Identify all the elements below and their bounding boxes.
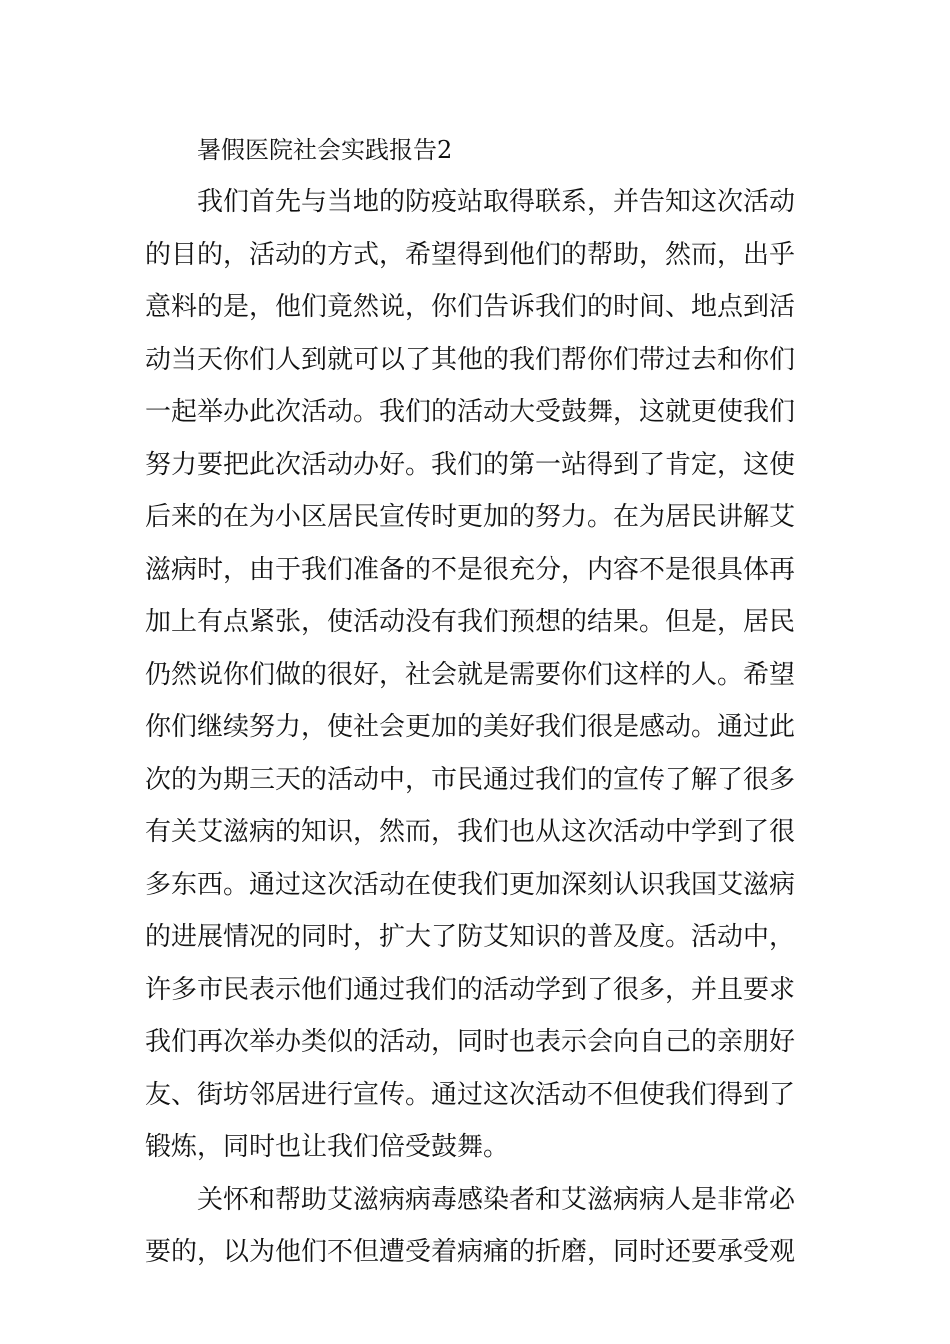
text-line: 一起举办此次活动。我们的活动大受鼓舞，这就更使我们 xyxy=(145,397,796,427)
document-title: 暑假医院社会实践报告2 xyxy=(197,136,453,164)
text-line: 我们首先与当地的防疫站取得联系，并告知这次活动 xyxy=(197,187,796,217)
paragraph-2 xyxy=(145,1174,805,1279)
text-line: 许多市民表示他们通过我们的活动学到了很多，并且要求 xyxy=(145,974,796,1005)
text-line: 意料的是，他们竟然说，你们告诉我们的时间、地点到活 xyxy=(145,292,796,322)
text-line: 多东西。通过这次活动在使我们更加深刻认识我国艾滋病 xyxy=(145,869,796,900)
text-line: 关怀和帮助艾滋病病毒感染者和艾滋病病人是非常必 xyxy=(197,1184,796,1215)
text-line: 的进展情况的同时，扩大了防艾知识的普及度。活动中， xyxy=(145,922,796,952)
text-line: 要的，以为他们不但遭受着病痛的折磨，同时还要承受观 xyxy=(145,1237,796,1267)
text-line: 友、街坊邻居进行宣传。通过这次活动不但使我们得到了 xyxy=(145,1079,796,1110)
text-line: 有关艾滋病的知识，然而，我们也从这次活动中学到了很 xyxy=(145,817,796,847)
text-line: 次的为期三天的活动中，市民通过我们的宣传了解了很多 xyxy=(145,764,796,795)
text-line: 你们继续努力，使社会更加的美好我们很是感动。通过此 xyxy=(145,712,796,742)
paragraph-1 xyxy=(145,176,805,1174)
text-line: 仍然说你们做的很好，社会就是需要你们这样的人。希望 xyxy=(145,659,796,690)
text-line: 后来的在为小区居民宣传时更加的努力。在为居民讲解艾 xyxy=(145,502,796,532)
text-line: 滋病时，由于我们准备的不是很充分，内容不是很具体再 xyxy=(145,554,796,585)
document-body xyxy=(145,124,805,1279)
text-line: 加上有点紧张，使活动没有我们预想的结果。但是，居民 xyxy=(145,607,796,637)
text-line: 动当天你们人到就可以了其他的我们帮你们带过去和你们 xyxy=(145,344,796,375)
text-line: 锻炼，同时也让我们倍受鼓舞。 xyxy=(145,1132,510,1162)
text-line: 我们再次举办类似的活动，同时也表示会向自己的亲朋好 xyxy=(145,1027,796,1057)
text-line: 的目的，活动的方式，希望得到他们的帮助，然而，出乎 xyxy=(145,239,796,270)
text-line: 努力要把此次活动办好。我们的第一站得到了肯定，这使 xyxy=(145,449,796,480)
